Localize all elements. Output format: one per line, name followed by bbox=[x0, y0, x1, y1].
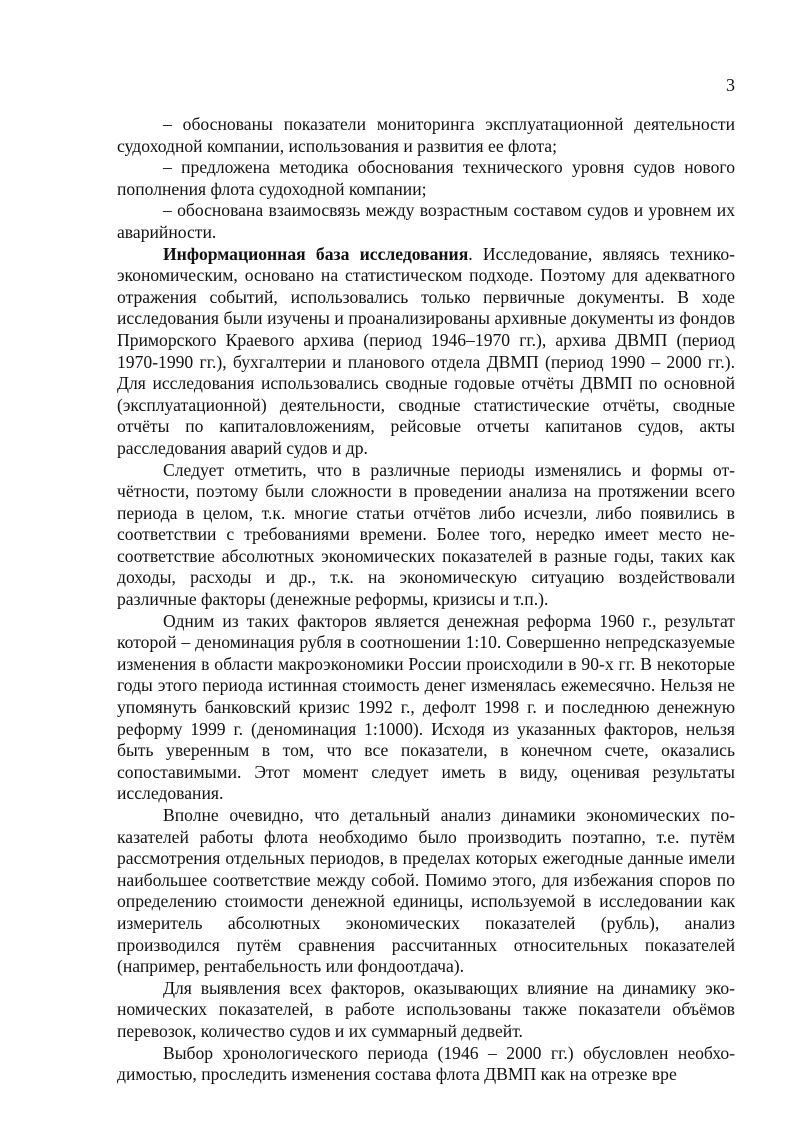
list-item-age-accident: – обоснована взаимосвязь между возрастным составом судов и уровнем их аварийности. bbox=[117, 200, 735, 242]
paragraph-chronology: Выбор хронологического периода (1946 – 2000 гг.) обусловлен необходимостью, проследить изменения состава флота ДВМП как на отрезке вре bbox=[117, 1042, 735, 1085]
list-item-methodology: – предложена методика обоснования технического уровня судов нового пополнения флота судоходной компании; bbox=[117, 157, 735, 199]
paragraph-monetary-reform: Одним из таких факторов является денежная реформа 1960 г., результат которой – деноминация рубля в соотношении 1:10. Совершенно непредсказуемые изменения в области макроэкономики России происходили в 90-х гг. В некоторые годы этого периода истинная стоимость денег изменялась ежемесячно. Нельзя не упомянуть банковский кризис 1992 г., дефолт 1998 г. и последнюю денежную реформу 1999 г. (деноминация 1:1000). Исходя из указанных факторов, нельзя быть уверенным в том, что все показатели, в конечном счете, оказались сопоставимыми. Этот момент следует иметь в виду, оценивая результаты исследования. bbox=[117, 610, 735, 804]
section-lead-heading: Информационная база исследования bbox=[163, 243, 469, 264]
body-text bbox=[117, 114, 735, 1086]
paragraph-information-base-text: . Исследование, являясь технико-экономическим, основано на статистическом подходе. Поэтому для адекватного отражения событий, использовались только первичные документы. В ходе исследования были изучены и проанализированы архивные документы из фондов Приморского Краевого архива (период 1946–1970 гг.), архива ДВМП (период 1970-1990 гг.), бухгалтерии и планового отдела ДВМП (период 1990 – 2000 гг.). Для исследования использовались сводные годовые отчёты ДВМП по основной (эксплуатационной) деятельности, сводные статистические отчёты, сводные отчёты по капиталовложениям, рейсовые отчеты капитанов судов, акты расследования аварий судов и др. bbox=[117, 243, 735, 458]
paragraph-staged-analysis: Вполне очевидно, что детальный анализ динамики экономических показателей работы флота необходимо было производить поэтапно, т.е. путём рассмотрения отдельных периодов, в пределах которых ежегодные данные имели наибольшее соответствие между собой. Помимо этого, для избежания споров по определению стоимости денежной единицы, используемой в исследовании как измеритель абсолютных экономических показателей (рубль), анализ производился путём сравнения рассчитанных относительных показателей (например, рентабельность или фондоотдача). bbox=[117, 805, 735, 977]
paragraph-reporting-forms: Следует отметить, что в различные периоды изменялись и формы отчётности, поэтому были сложности в проведении анализа на протяжении всего периода в целом, т.к. многие статьи отчётов либо исчезли, либо появились в соответствии с требованиями времени. Более того, нередко имеет место несоответствие абсолютных экономических показателей в разные годы, таких как доходы, расходы и др., т.к. на экономическую ситуацию воздействовали различные факторы (денежные реформы, кризисы и т.п.). bbox=[117, 459, 735, 610]
paragraph-volume-indicators: Для выявления всех факторов, оказывающих влияние на динамику экономических показателей, в работе использованы также показатели объёмов перевозок, количество судов и их суммарный дедвейт. bbox=[117, 977, 735, 1041]
page-number: 3 bbox=[726, 75, 735, 95]
list-item-indicators: – обоснованы показатели мониторинга эксплуатационной деятельности судоходной компании, использования и развития ее флота; bbox=[117, 114, 735, 156]
paragraph-information-base bbox=[117, 244, 735, 460]
